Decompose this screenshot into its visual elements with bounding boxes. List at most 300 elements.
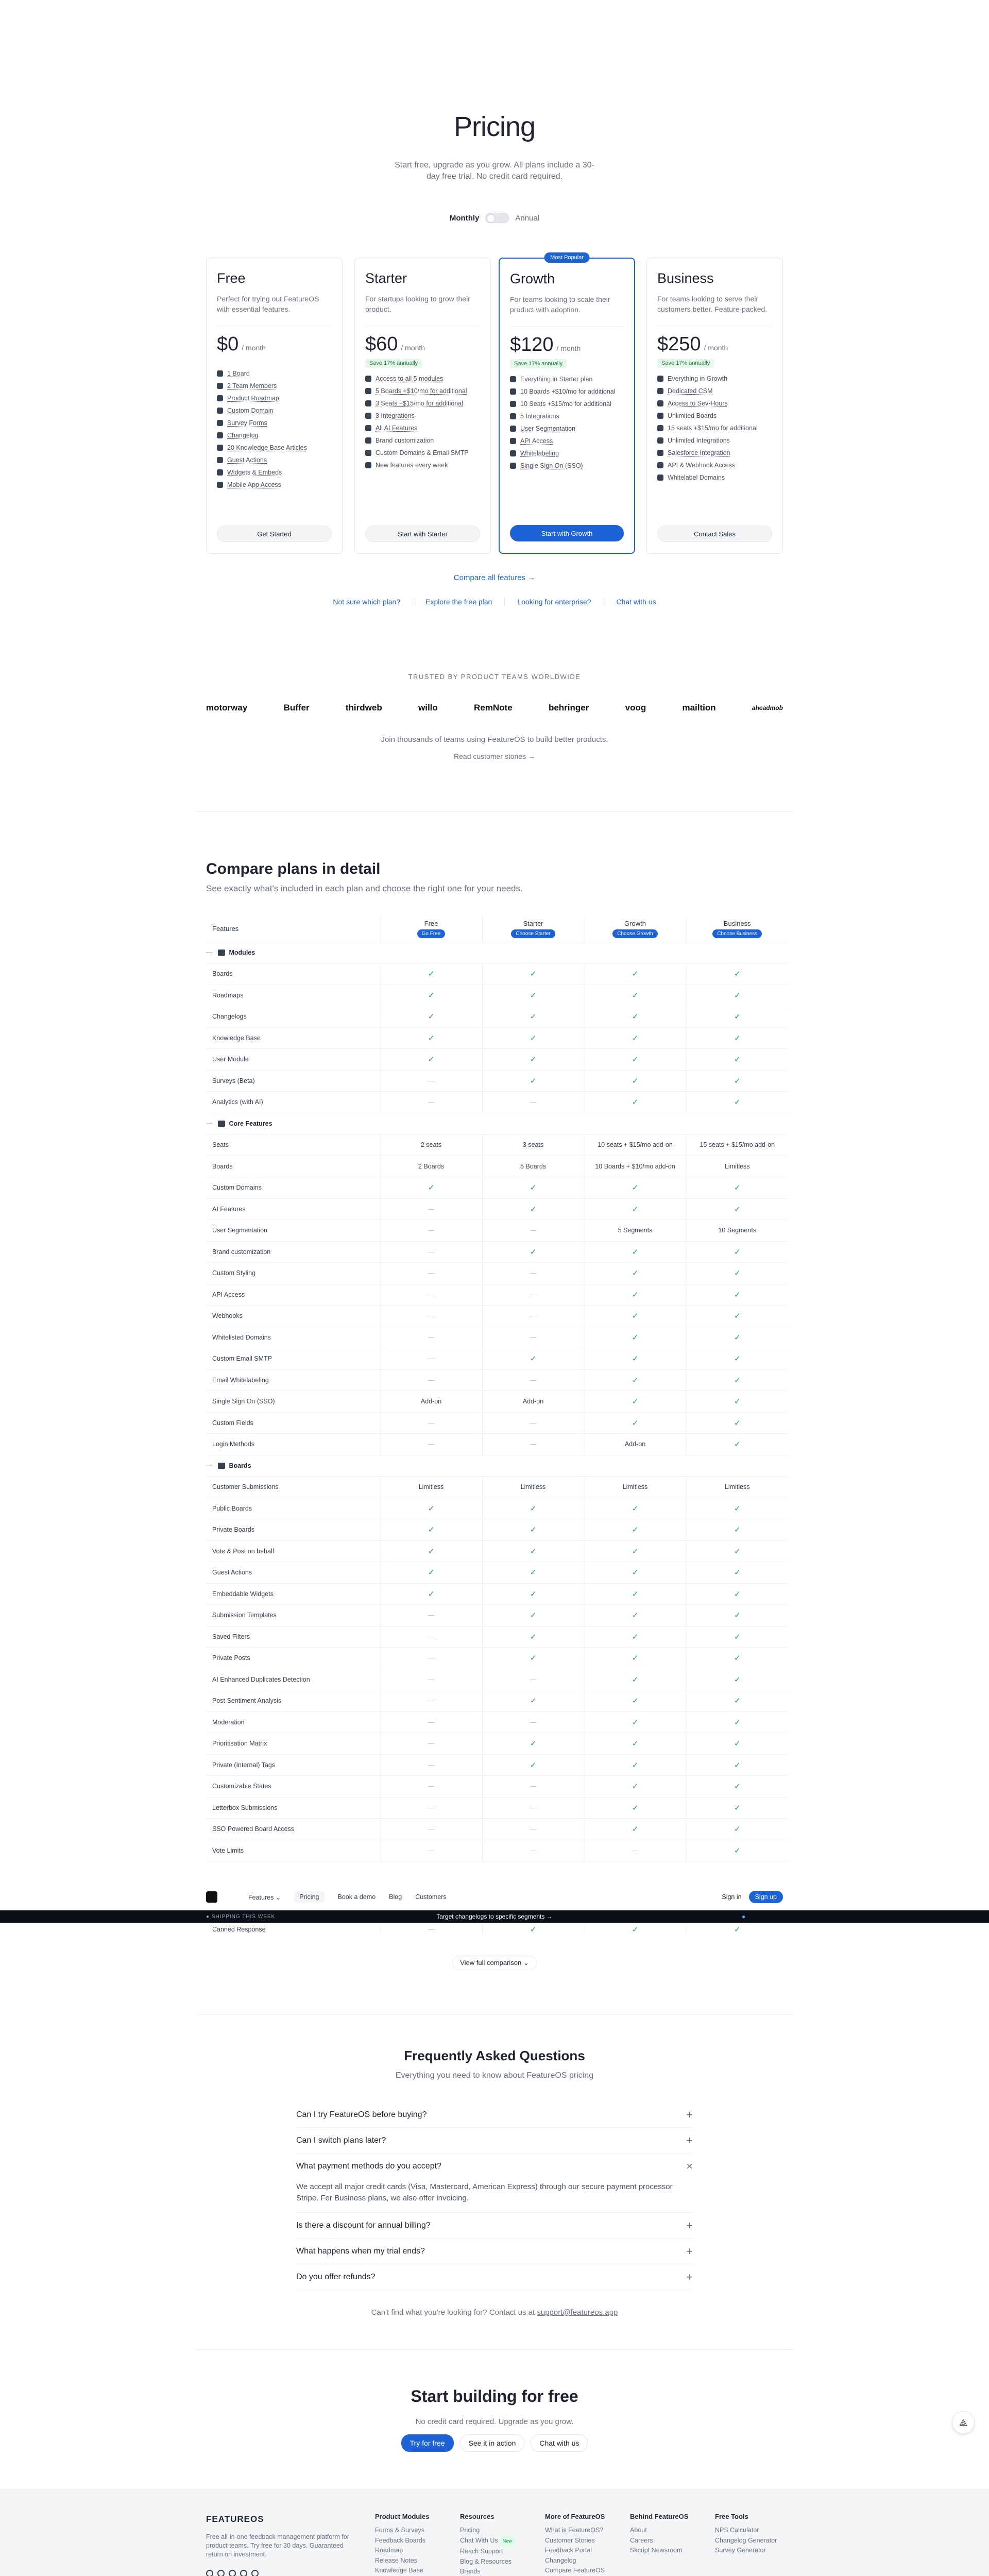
youtube-icon[interactable]	[251, 2570, 259, 2576]
feature-icon	[217, 395, 223, 401]
feature-value: Add-on	[380, 1391, 482, 1413]
feature-value: —	[482, 1092, 584, 1113]
page-title: Pricing	[453, 111, 536, 142]
nav-customers[interactable]: Customers	[415, 1893, 447, 1901]
section-row[interactable]	[206, 1113, 788, 1134]
faq-question[interactable]: Do you offer refunds? +	[296, 2264, 693, 2290]
feature-value: ✓	[686, 1583, 788, 1605]
feature-item: API & Webhook Access	[657, 462, 772, 469]
feature-value: —	[380, 1797, 482, 1819]
feature-item: 5 Integrations	[510, 413, 624, 420]
table-row	[206, 1412, 788, 1434]
feature-item: Single Sign On (SSO)	[510, 462, 624, 470]
chat-widget-icon[interactable]: ⟁	[952, 2411, 975, 2434]
feature-value: ✓	[686, 1049, 788, 1071]
feature-icon	[657, 400, 663, 406]
table-row	[206, 1198, 788, 1220]
feature-item: Custom Domains & Email SMTP	[365, 449, 480, 457]
feature-value: ✓	[584, 1092, 686, 1113]
table-row	[206, 1626, 788, 1648]
collapse-icon[interactable]: —	[206, 1120, 213, 1127]
feature-value: —	[482, 1711, 584, 1733]
section-row[interactable]	[206, 942, 788, 963]
table-row	[206, 1241, 788, 1263]
footer-column-title: Free Tools	[715, 2513, 748, 2520]
table-row	[206, 1477, 788, 1498]
chat-with-us-button[interactable]: Chat with us	[531, 2434, 588, 2452]
announcement-banner[interactable]	[0, 1910, 989, 1923]
feature-value: ✓	[380, 1519, 482, 1541]
support-email-link[interactable]: support@featureos.app	[537, 2308, 618, 2317]
feature-name: Vote & Post on behalf	[206, 1540, 380, 1562]
feature-item: 20 Knowledge Base Articles	[217, 444, 332, 452]
feature-item: Changelog	[217, 432, 332, 439]
page-subtitle: Start free, upgrade as you grow. All plans include a 30-day free trial. No credit card required.	[395, 161, 594, 181]
see-in-action-button[interactable]: See it in action	[460, 2434, 525, 2452]
nav-blog[interactable]: Blog	[389, 1893, 402, 1901]
plan-features	[365, 375, 480, 469]
feature-icon	[510, 450, 516, 456]
feature-name: Private Posts	[206, 1648, 380, 1669]
table-row	[206, 1348, 788, 1370]
feature-icon	[657, 462, 663, 468]
banner-label: ● SHIPPING THIS WEEK	[206, 1913, 276, 1920]
nav-pricing[interactable]: Pricing	[294, 1891, 324, 1903]
cta-subtitle: No credit card required. Upgrade as you grow.	[415, 2417, 574, 2426]
feature-value: —	[380, 1369, 482, 1391]
feature-value: —	[482, 1306, 584, 1327]
plus-icon: +	[686, 2244, 693, 2258]
feature-value: ✓	[686, 1605, 788, 1626]
footer-link[interactable]: Brands	[460, 2568, 481, 2575]
table-row	[206, 1819, 788, 1840]
faq-answer: We accept all major credit cards (Visa, Mastercard, American Express) through our secure payment processor Stripe. For Business plans, we also offer invoicing.	[296, 2179, 693, 2213]
feature-value: —	[380, 1925, 482, 1934]
section-icon	[218, 950, 225, 956]
logo-mailtion: mailtion	[682, 703, 716, 713]
choose-growth-button[interactable]: Choose Growth	[612, 929, 657, 938]
plus-icon: +	[686, 2108, 693, 2121]
save-badge: Save 17% annually	[365, 359, 422, 368]
feature-icon	[217, 469, 223, 476]
feature-item: Whitelabel Domains	[657, 474, 772, 482]
table-row	[206, 1519, 788, 1541]
nav-features[interactable]: Features ⌄	[248, 1893, 281, 1901]
features-header: Features	[206, 916, 380, 942]
footer-link[interactable]: Release Notes	[375, 2556, 417, 2564]
feature-value: —	[380, 1711, 482, 1733]
compare-subtitle: See exactly what's included in each plan and choose the right one for your needs.	[206, 884, 523, 893]
feature-value: —	[482, 1434, 584, 1455]
feature-value: 2 seats	[380, 1134, 482, 1156]
table-row	[206, 963, 788, 985]
most-popular-badge: Most Popular	[544, 252, 590, 263]
feature-value: ✓	[482, 985, 584, 1006]
plan-header-business: Business Choose Business	[686, 916, 788, 942]
plan-name: Starter	[365, 270, 407, 286]
feature-icon	[217, 408, 223, 414]
feature-item: Survey Forms	[217, 419, 332, 427]
feature-value: —	[380, 1669, 482, 1690]
choose-business-button[interactable]: Choose Business	[712, 929, 762, 938]
feature-icon	[365, 400, 371, 406]
footer-link[interactable]: Changelog Generator	[715, 2536, 777, 2544]
table-row	[206, 1369, 788, 1391]
table-row	[206, 1733, 788, 1755]
featureos-logo[interactable]	[206, 1891, 217, 1903]
feature-value: 5 Boards	[482, 1156, 584, 1177]
feature-name: Custom Fields	[206, 1412, 380, 1434]
feature-value: ✓	[482, 1519, 584, 1541]
footer-link[interactable]: Reach Support	[460, 2548, 503, 2555]
feature-icon	[510, 438, 516, 444]
feature-value: —	[380, 1070, 482, 1092]
feature-value: —	[380, 1348, 482, 1370]
footer-link[interactable]: About	[630, 2527, 647, 2534]
feature-item: 2 Team Members	[217, 382, 332, 390]
feature-value: —	[380, 1733, 482, 1755]
table-row	[206, 1776, 788, 1798]
plan-features	[510, 376, 624, 470]
footer-link[interactable]: NPS Calculator	[715, 2527, 759, 2534]
feature-value: —	[482, 1327, 584, 1348]
feature-value: ✓	[482, 1562, 584, 1584]
github-icon[interactable]	[217, 2570, 225, 2576]
plan-card-free	[206, 258, 343, 554]
section-title: Core Features	[229, 1120, 272, 1127]
section-row[interactable]	[206, 1455, 788, 1477]
footer-link[interactable]: Compare FeatureOS	[545, 2567, 605, 2574]
feature-value: ✓	[380, 963, 482, 985]
plan-description: Perfect for trying out FeatureOS with essential features.	[217, 295, 319, 313]
plan-description: For teams looking to scale their product with adoption.	[510, 295, 610, 314]
faq-question[interactable]: Is there a discount for annual billing? +	[296, 2213, 693, 2239]
feature-icon	[365, 376, 371, 382]
feature-value: ✓	[482, 1241, 584, 1263]
feature-value: ✓	[584, 1391, 686, 1413]
feature-value: ✓	[482, 1177, 584, 1199]
feature-name: Boards	[206, 963, 380, 985]
feature-value: 10 seats + $15/mo add-on	[584, 1134, 686, 1156]
section-title: Boards	[229, 1462, 251, 1469]
feature-value: ✓	[584, 1690, 686, 1712]
table-row	[206, 1498, 788, 1519]
plan-cta-button[interactable]: Start with Starter	[365, 526, 480, 542]
feature-value: Add-on	[584, 1434, 686, 1455]
footer-description: Free all-in-one feedback management platform for product teams. Try free for 30 days. Guaranteed return on investment.	[206, 2533, 349, 2558]
nav-book-demo[interactable]: Book a demo	[337, 1893, 376, 1901]
table-row	[206, 1391, 788, 1413]
billing-toggle[interactable]	[485, 213, 509, 223]
feature-name: Changelogs	[206, 1006, 380, 1028]
feature-item: 10 Seats +$15/mo for additional	[510, 400, 624, 408]
instagram-icon[interactable]	[229, 2570, 236, 2576]
feature-value: ✓	[482, 963, 584, 985]
feature-icon	[657, 376, 663, 382]
table-row	[206, 1605, 788, 1626]
feature-item: 15 seats +$15/mo for additional	[657, 425, 772, 432]
feature-name: Letterbox Submissions	[206, 1797, 380, 1819]
section-divider	[196, 2349, 793, 2350]
plan-cta-button[interactable]: Start with Growth	[510, 525, 624, 541]
feature-icon	[217, 445, 223, 451]
feature-name: Moderation	[206, 1711, 380, 1733]
feature-value: —	[380, 1626, 482, 1648]
linkedin-icon[interactable]	[240, 2570, 247, 2576]
footer-link[interactable]: Blog & Resources	[460, 2557, 512, 2565]
plan-card-business	[646, 258, 783, 554]
faq-question[interactable]: What happens when my trial ends? +	[296, 2239, 693, 2264]
feature-value: ✓	[482, 1070, 584, 1092]
feature-value: —	[482, 1263, 584, 1284]
feature-value: ✓	[380, 1583, 482, 1605]
footer-link[interactable]: Forms & Surveys	[375, 2527, 424, 2534]
section-title: Modules	[229, 948, 255, 956]
help-link-which-plan[interactable]: Not sure which plan?	[320, 598, 413, 606]
feature-value: —	[380, 1840, 482, 1861]
feature-value: ✓	[686, 1327, 788, 1348]
feature-value: ✓	[482, 1049, 584, 1071]
feature-value: —	[380, 1754, 482, 1776]
footer-column	[375, 2513, 457, 2576]
faq-question[interactable]: Can I try FeatureOS before buying? +	[296, 2102, 693, 2128]
footer-link[interactable]: Skcript Newsroom	[630, 2547, 683, 2554]
feature-item: Brand customization	[365, 437, 480, 445]
section-divider	[196, 2014, 793, 2015]
feature-value: —	[584, 1840, 686, 1861]
sign-in-link[interactable]: Sign in	[722, 1893, 742, 1901]
table-row	[206, 1220, 788, 1242]
feature-value: ✓	[686, 1092, 788, 1113]
feature-icon	[365, 450, 371, 456]
feature-value: ✓	[686, 1669, 788, 1690]
table-row	[206, 1711, 788, 1733]
feature-value: ✓	[584, 1562, 686, 1584]
feature-name: Boards	[206, 1156, 380, 1177]
compare-features-link[interactable]: Compare all features →	[453, 573, 536, 582]
feature-name: Custom Email SMTP	[206, 1348, 380, 1370]
feature-item: Access to all 5 modules	[365, 375, 480, 383]
footer-link[interactable]: What is FeatureOS?	[545, 2527, 604, 2534]
logo-motorway: motorway	[206, 703, 248, 713]
feature-value: ✓	[584, 1263, 686, 1284]
help-link-enterprise[interactable]: Looking for enterprise?	[505, 598, 604, 606]
feature-value: ✓	[686, 1369, 788, 1391]
logo-willo: willo	[418, 703, 438, 713]
footer-link[interactable]: Roadmap	[375, 2547, 403, 2554]
comparison-table	[206, 916, 788, 1861]
feature-name: Login Methods	[206, 1434, 380, 1455]
footer-link[interactable]: Survey Generator	[715, 2547, 766, 2554]
feature-value: ✓	[380, 985, 482, 1006]
feature-name: AI Features	[206, 1198, 380, 1220]
close-icon: ×	[686, 2160, 693, 2173]
feature-icon	[510, 463, 516, 469]
discord-icon[interactable]	[206, 2570, 213, 2576]
plus-icon: +	[686, 2133, 693, 2147]
logo-behringer: behringer	[548, 703, 589, 713]
trusted-label: TRUSTED BY PRODUCT TEAMS WORLDWIDE	[408, 673, 581, 681]
footer-column-title: Product Modules	[375, 2513, 430, 2520]
logo-aheadmob: aheadmob	[752, 704, 783, 711]
feature-value: ✓	[482, 1648, 584, 1669]
feature-value: ✓	[482, 1583, 584, 1605]
feature-icon	[365, 462, 371, 468]
feature-value: 15 seats + $15/mo add-on	[686, 1134, 788, 1156]
feature-value: —	[380, 1241, 482, 1263]
feature-item: API Access	[510, 437, 624, 445]
customer-stories-link[interactable]: Read customer stories →	[454, 752, 535, 760]
table-row	[206, 1134, 788, 1156]
feature-value: ✓	[686, 1733, 788, 1755]
cta-title: Start building for free	[411, 2387, 578, 2405]
faq-question-open[interactable]: What payment methods do you accept? ×	[296, 2160, 693, 2173]
feature-item: Guest Actions	[217, 456, 332, 464]
feature-item: Salesforce Integration	[657, 449, 772, 457]
table-row	[206, 1562, 788, 1584]
help-link-free-plan[interactable]: Explore the free plan	[413, 598, 505, 606]
feature-icon	[217, 370, 223, 377]
billing-annual-label[interactable]: Annual	[515, 213, 540, 223]
footer-link[interactable]: Changelog	[545, 2556, 576, 2564]
feature-icon	[365, 413, 371, 419]
feature-item: All AI Features	[365, 425, 480, 432]
choose-starter-button[interactable]: Choose Starter	[511, 929, 555, 938]
banner-message[interactable]: Target changelogs to specific segments →	[436, 1913, 553, 1920]
feature-value: Limitless	[380, 1477, 482, 1498]
help-link-chat[interactable]: Chat with us	[616, 598, 656, 606]
feature-value: 10 Segments	[686, 1220, 788, 1242]
plan-description: For startups looking to grow their product.	[365, 295, 470, 313]
plan-cta-button[interactable]: Get Started	[217, 526, 332, 542]
feature-item: Custom Domain	[217, 407, 332, 415]
feature-value: ✓	[584, 1819, 686, 1840]
logo-thirdweb: thirdweb	[345, 703, 382, 713]
feature-value: ✓	[380, 1027, 482, 1049]
feature-value: ✓	[584, 1583, 686, 1605]
feature-value: ✓	[584, 1754, 686, 1776]
table-row	[206, 1027, 788, 1049]
feature-icon	[365, 388, 371, 394]
feature-value: ✓	[584, 1925, 686, 1934]
feature-item: New features every week	[365, 462, 480, 469]
feature-value: ✓	[584, 1306, 686, 1327]
feature-value: ✓	[482, 1348, 584, 1370]
view-full-comparison-button[interactable]: View full comparison ⌄	[452, 1956, 537, 1970]
feature-value: ✓	[584, 1648, 686, 1669]
footer-link[interactable]: Knowledge Base	[375, 2567, 423, 2574]
feature-value: ✓	[584, 1776, 686, 1798]
table-row	[206, 1669, 788, 1690]
feature-value: ✓	[584, 1669, 686, 1690]
feature-name: User Segmentation	[206, 1220, 380, 1242]
footer-link[interactable]: Careers	[630, 2536, 653, 2544]
feature-name: Private (Internal) Tags	[206, 1754, 380, 1776]
try-free-button[interactable]: Try for free	[401, 2434, 454, 2452]
feature-name: Guest Actions	[206, 1562, 380, 1584]
feature-icon	[657, 388, 663, 394]
billing-monthly-label[interactable]: Monthly	[449, 213, 480, 223]
feature-value: ✓	[686, 1562, 788, 1584]
plan-price: $120 / month	[510, 334, 581, 355]
footer-brand[interactable]: FEATUREOS	[206, 2514, 264, 2524]
plan-cta-button[interactable]: Contact Sales	[657, 526, 772, 542]
social-links	[206, 2570, 259, 2576]
feature-value: ✓	[686, 1519, 788, 1541]
feature-value: ✓	[482, 1006, 584, 1028]
plan-price: $0 / month	[217, 333, 266, 355]
sign-up-button[interactable]: Sign up	[749, 1891, 783, 1903]
feature-value: ✓	[584, 1284, 686, 1306]
feature-value: ✓	[686, 1925, 788, 1934]
feature-value: ✓	[584, 1241, 686, 1263]
footer-column-title: More of FeatureOS	[545, 2513, 605, 2520]
feature-value: ✓	[584, 1198, 686, 1220]
footer-link[interactable]: Feedback Boards	[375, 2536, 425, 2544]
save-badge: Save 17% annually	[657, 359, 714, 368]
feature-value: —	[380, 1306, 482, 1327]
feature-value: ✓	[686, 1027, 788, 1049]
feature-value: ✓	[686, 1540, 788, 1562]
feature-value: —	[380, 1776, 482, 1798]
feature-value: ✓	[686, 1006, 788, 1028]
go-free-button[interactable]: Go Free	[417, 929, 446, 938]
feature-name: Canned Response	[212, 1926, 266, 1933]
feature-value: —	[482, 1840, 584, 1861]
help-links	[0, 598, 989, 606]
feature-value: ✓	[686, 1198, 788, 1220]
footer-column	[545, 2513, 627, 2576]
new-badge: New	[500, 2536, 515, 2547]
table-row	[206, 985, 788, 1006]
plus-icon: +	[686, 2270, 693, 2283]
feature-name: Single Sign On (SSO)	[206, 1391, 380, 1413]
collapse-icon[interactable]: —	[206, 1462, 213, 1469]
table-row	[206, 1540, 788, 1562]
feature-icon	[510, 413, 516, 419]
feature-value: ✓	[584, 1070, 686, 1092]
collapse-icon[interactable]: —	[206, 948, 213, 956]
feature-icon	[217, 383, 223, 389]
table-row	[206, 1690, 788, 1712]
footer-link[interactable]: Feedback Portal	[545, 2547, 592, 2554]
feature-name: Vote Limits	[206, 1840, 380, 1861]
feature-item: Product Roadmap	[217, 395, 332, 402]
feature-value: ✓	[686, 963, 788, 985]
feature-icon	[657, 437, 663, 444]
feature-name: Embeddable Widgets	[206, 1583, 380, 1605]
faq-question[interactable]: Can I switch plans later? +	[296, 2128, 693, 2154]
feature-value: ✓	[584, 1797, 686, 1819]
feature-value: ✓	[584, 1177, 686, 1199]
footer-link[interactable]: Pricing	[460, 2527, 480, 2534]
feature-value: —	[380, 1198, 482, 1220]
feature-value: 10 Boards + $10/mo add-on	[584, 1156, 686, 1177]
feature-value: ✓	[380, 1498, 482, 1519]
faq-list	[296, 2102, 693, 2290]
feature-name: Surveys (Beta)	[206, 1070, 380, 1092]
feature-value: —	[380, 1263, 482, 1284]
footer-link[interactable]: Chat With Us New	[460, 2536, 542, 2547]
feature-value: ✓	[686, 1348, 788, 1370]
feature-value: 3 seats	[482, 1134, 584, 1156]
feature-name: Customer Submissions	[206, 1477, 380, 1498]
feature-value: Limitless	[686, 1477, 788, 1498]
feature-icon	[217, 482, 223, 488]
footer-link[interactable]: Customer Stories	[545, 2536, 595, 2544]
footer-column-title: Resources	[460, 2513, 494, 2520]
feature-name: Brand customization	[206, 1241, 380, 1263]
